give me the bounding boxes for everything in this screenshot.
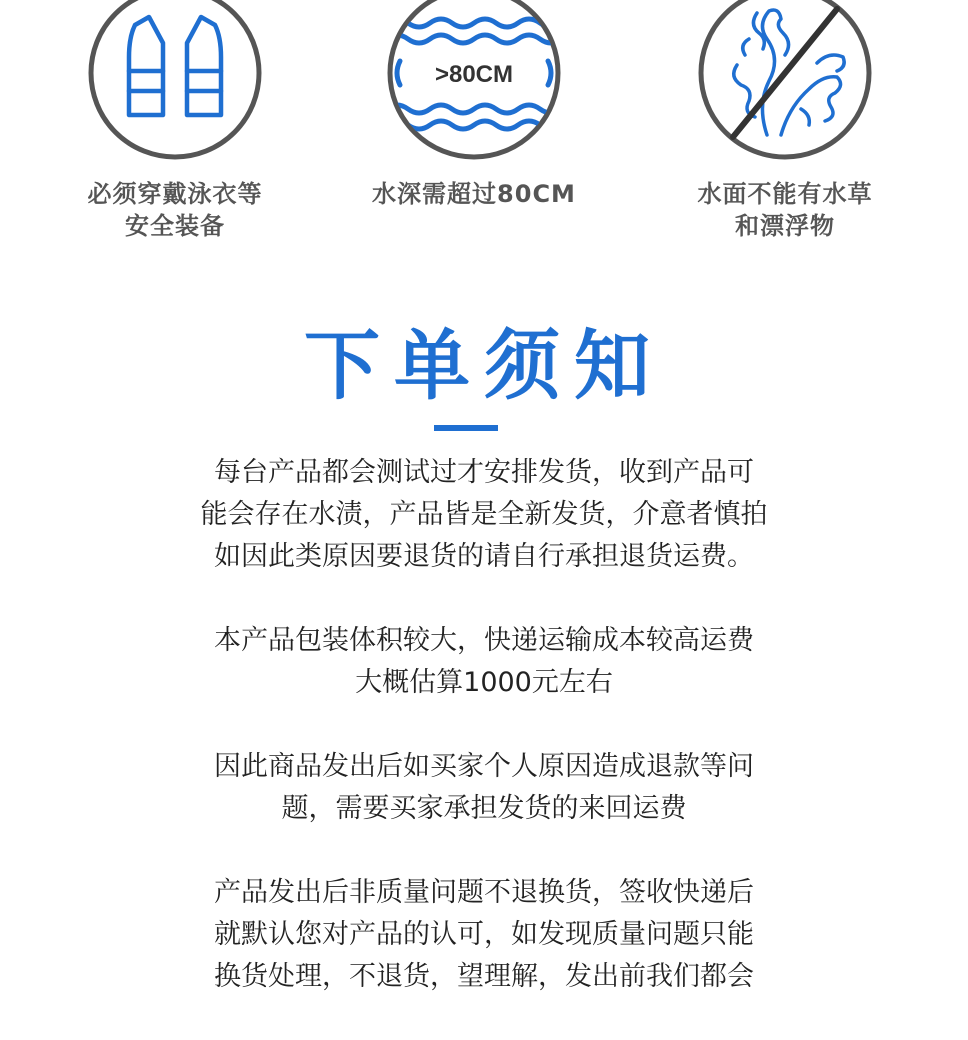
water-depth-icon bbox=[386, 0, 562, 161]
notice-paragraph-refund: 因此商品发出后如买家个人原因造成退款等问 题，需要买家承担发货的来回运费 bbox=[214, 751, 754, 824]
notice-title: 下单须知 bbox=[304, 321, 664, 410]
notice-paragraph-testing: 每台产品都会测试过才安排发货，收到产品可 能会存在水渍，产品皆是全新发货，介意者慎拍 如因此类原因要退货的请自行承担退货运费。 bbox=[200, 457, 768, 572]
water-depth-caption: 水深需超过80CM bbox=[372, 180, 576, 208]
title-underline bbox=[434, 425, 498, 431]
depth-label: >80CM bbox=[434, 61, 514, 88]
notice-paragraph-quality: 产品发出后非质量问题不退换货，签收快递后 就默认您对产品的认可，如发现质量问题只能 换货处理，不退货，望理解，发出前我们都会 bbox=[214, 877, 754, 992]
no-seaweed-icon bbox=[697, 0, 873, 161]
safety-icon-row bbox=[0, 0, 968, 250]
life-vest-icon bbox=[87, 0, 263, 161]
notice-body bbox=[0, 452, 968, 1040]
no-seaweed-caption: 水面不能有水草 和漂浮物 bbox=[697, 180, 873, 240]
life-vest-caption: 必须穿戴泳衣等 安全装备 bbox=[87, 180, 263, 240]
notice-paragraph-shipping-cost: 本产品包装体积较大，快递运输成本较高运费 大概估算1000元左右 bbox=[214, 625, 754, 698]
